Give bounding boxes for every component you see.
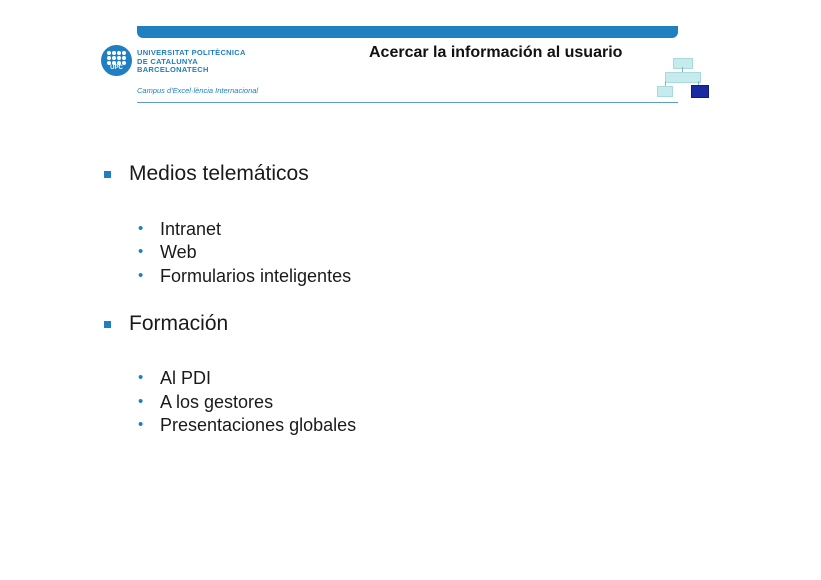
university-name <box>137 49 246 75</box>
header-divider <box>137 102 678 103</box>
bullet-dot-icon: • <box>138 243 144 260</box>
bullet-dot-icon: • <box>138 369 144 386</box>
bullet-dot-icon: • <box>138 416 144 433</box>
logo-text: UPC <box>110 65 123 71</box>
university-name-line: UNIVERSITAT POLITÈCNICA <box>137 48 246 57</box>
square-bullet-icon <box>104 171 111 178</box>
bullet-dot-icon: • <box>138 267 144 284</box>
list-item: Web <box>160 242 197 262</box>
org-chart-icon <box>655 56 711 100</box>
list-item: Intranet <box>160 219 222 239</box>
slide-title: Acercar la información al usuario <box>369 44 623 61</box>
bullet-dot-icon: • <box>138 220 144 237</box>
university-name-line: DE CATALUNYA <box>137 56 198 66</box>
bullet-dot-icon: • <box>138 393 144 410</box>
campus-tagline: Campus d'Excel·lència Internacional <box>137 86 259 95</box>
header-band <box>137 26 678 38</box>
upc-logo <box>101 45 132 76</box>
section-heading: Medios telemáticos <box>129 162 309 185</box>
list-item: Formularios inteligentes <box>160 266 352 286</box>
list-item: Al PDI <box>160 368 212 388</box>
square-bullet-icon <box>104 321 111 328</box>
list-item: A los gestores <box>160 392 274 412</box>
section-heading: Formación <box>129 312 229 335</box>
list-item: Presentaciones globales <box>160 415 357 435</box>
university-name-line: BARCELONATECH <box>137 65 209 74</box>
